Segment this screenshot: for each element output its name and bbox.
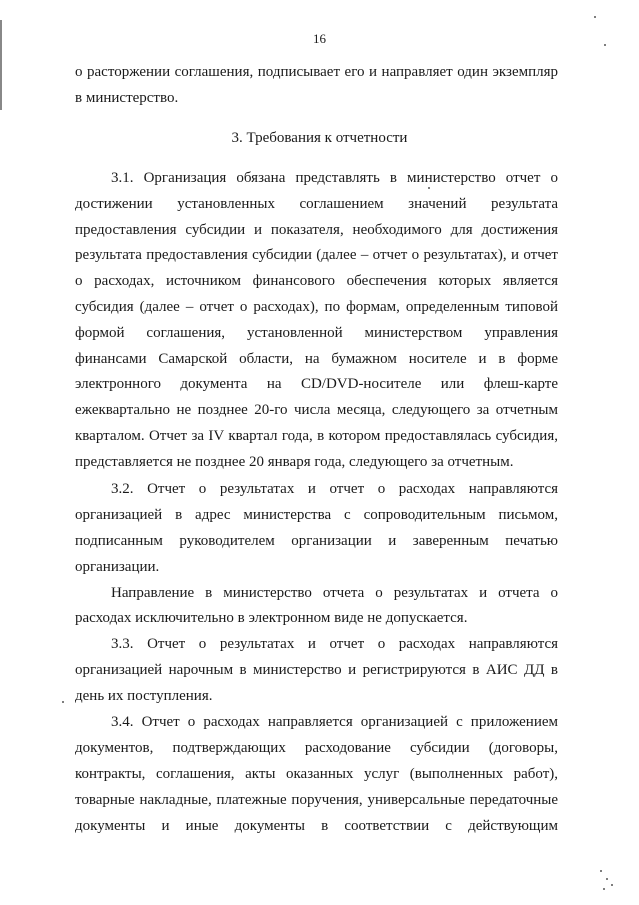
- text-line: 3.4. Отчет о расходах направляется организацией с приложением: [111, 714, 558, 730]
- text-line: в министерство.: [75, 90, 179, 106]
- text-line: ежеквартально не позднее 20-го числа месяца, следующего за отчетным: [75, 402, 558, 418]
- text-line: электронного документа на CD/DVD-носителе или флеш-карте: [75, 376, 558, 392]
- text-line: о расходах, источником финансового обеспечения которых является: [75, 273, 558, 289]
- text-line: документов, подтверждающих расходование субсидии (договоры,: [75, 740, 558, 756]
- text-line: контракты, соглашения, акты оказанных услуг (выполненных работ),: [75, 766, 558, 782]
- text-line: субсидия (далее – отчет о расходах), по формам, определенным типовой: [75, 299, 558, 315]
- page-number: 16: [313, 31, 326, 46]
- text-line: предоставления субсидии и показателя, необходимого для достижения: [75, 222, 558, 238]
- text-line: представляется не позднее 20 января года, следующего за отчетным.: [75, 454, 514, 470]
- text-line: результата предоставления субсидии (далее – отчет о результатах), и отчет: [75, 247, 558, 263]
- scan-speck: [603, 888, 605, 890]
- scan-speck: [428, 187, 430, 189]
- text-line: подписанным руководителем организации и заверенным печатью: [75, 533, 558, 549]
- text-line: 3.2. Отчет о результатах и отчет о расходах направляются: [111, 481, 558, 497]
- scan-speck: [594, 16, 596, 18]
- text-line: товарные накладные, платежные поручения, универсальные передаточные: [75, 792, 558, 808]
- text-line: организации.: [75, 559, 160, 575]
- text-line: 3.3. Отчет о результатах и отчет о расходах направляются: [111, 636, 558, 652]
- text-line: формой соглашения, установленной министерством управления: [75, 325, 558, 341]
- text-line: 3.1. Организация обязана представлять в министерство отчет о: [111, 170, 558, 186]
- text-line: о расторжении соглашения, подписывает его и направляет один экземпляр: [75, 64, 558, 80]
- text-line: документы и иные документы в соответствии с действующим: [75, 818, 558, 834]
- text-line: расходах исключительно в электронном виде не допускается.: [75, 610, 468, 626]
- text-line: организацией в адрес министерства с сопроводительным письмом,: [75, 507, 558, 523]
- scan-speck: [604, 44, 606, 46]
- text-line: кварталом. Отчет за IV квартал года, в котором предоставлялась субсидия,: [75, 428, 558, 444]
- text-line: достижении установленных соглашением значений результата: [75, 196, 558, 212]
- scan-speck: [600, 870, 602, 872]
- scan-speck: [611, 884, 613, 886]
- text-line: день их поступления.: [75, 688, 213, 704]
- text-line: финансами Самарской области, на бумажном носителе и в форме: [75, 351, 558, 367]
- scan-speck: [606, 878, 608, 880]
- scan-speck: [62, 701, 64, 703]
- text-line: организацией нарочным в министерство и регистрируются в АИС ДД в: [75, 662, 558, 678]
- text-line: Направление в министерство отчета о результатах и отчета о: [111, 585, 558, 601]
- section-heading: 3. Требования к отчетности: [231, 130, 408, 146]
